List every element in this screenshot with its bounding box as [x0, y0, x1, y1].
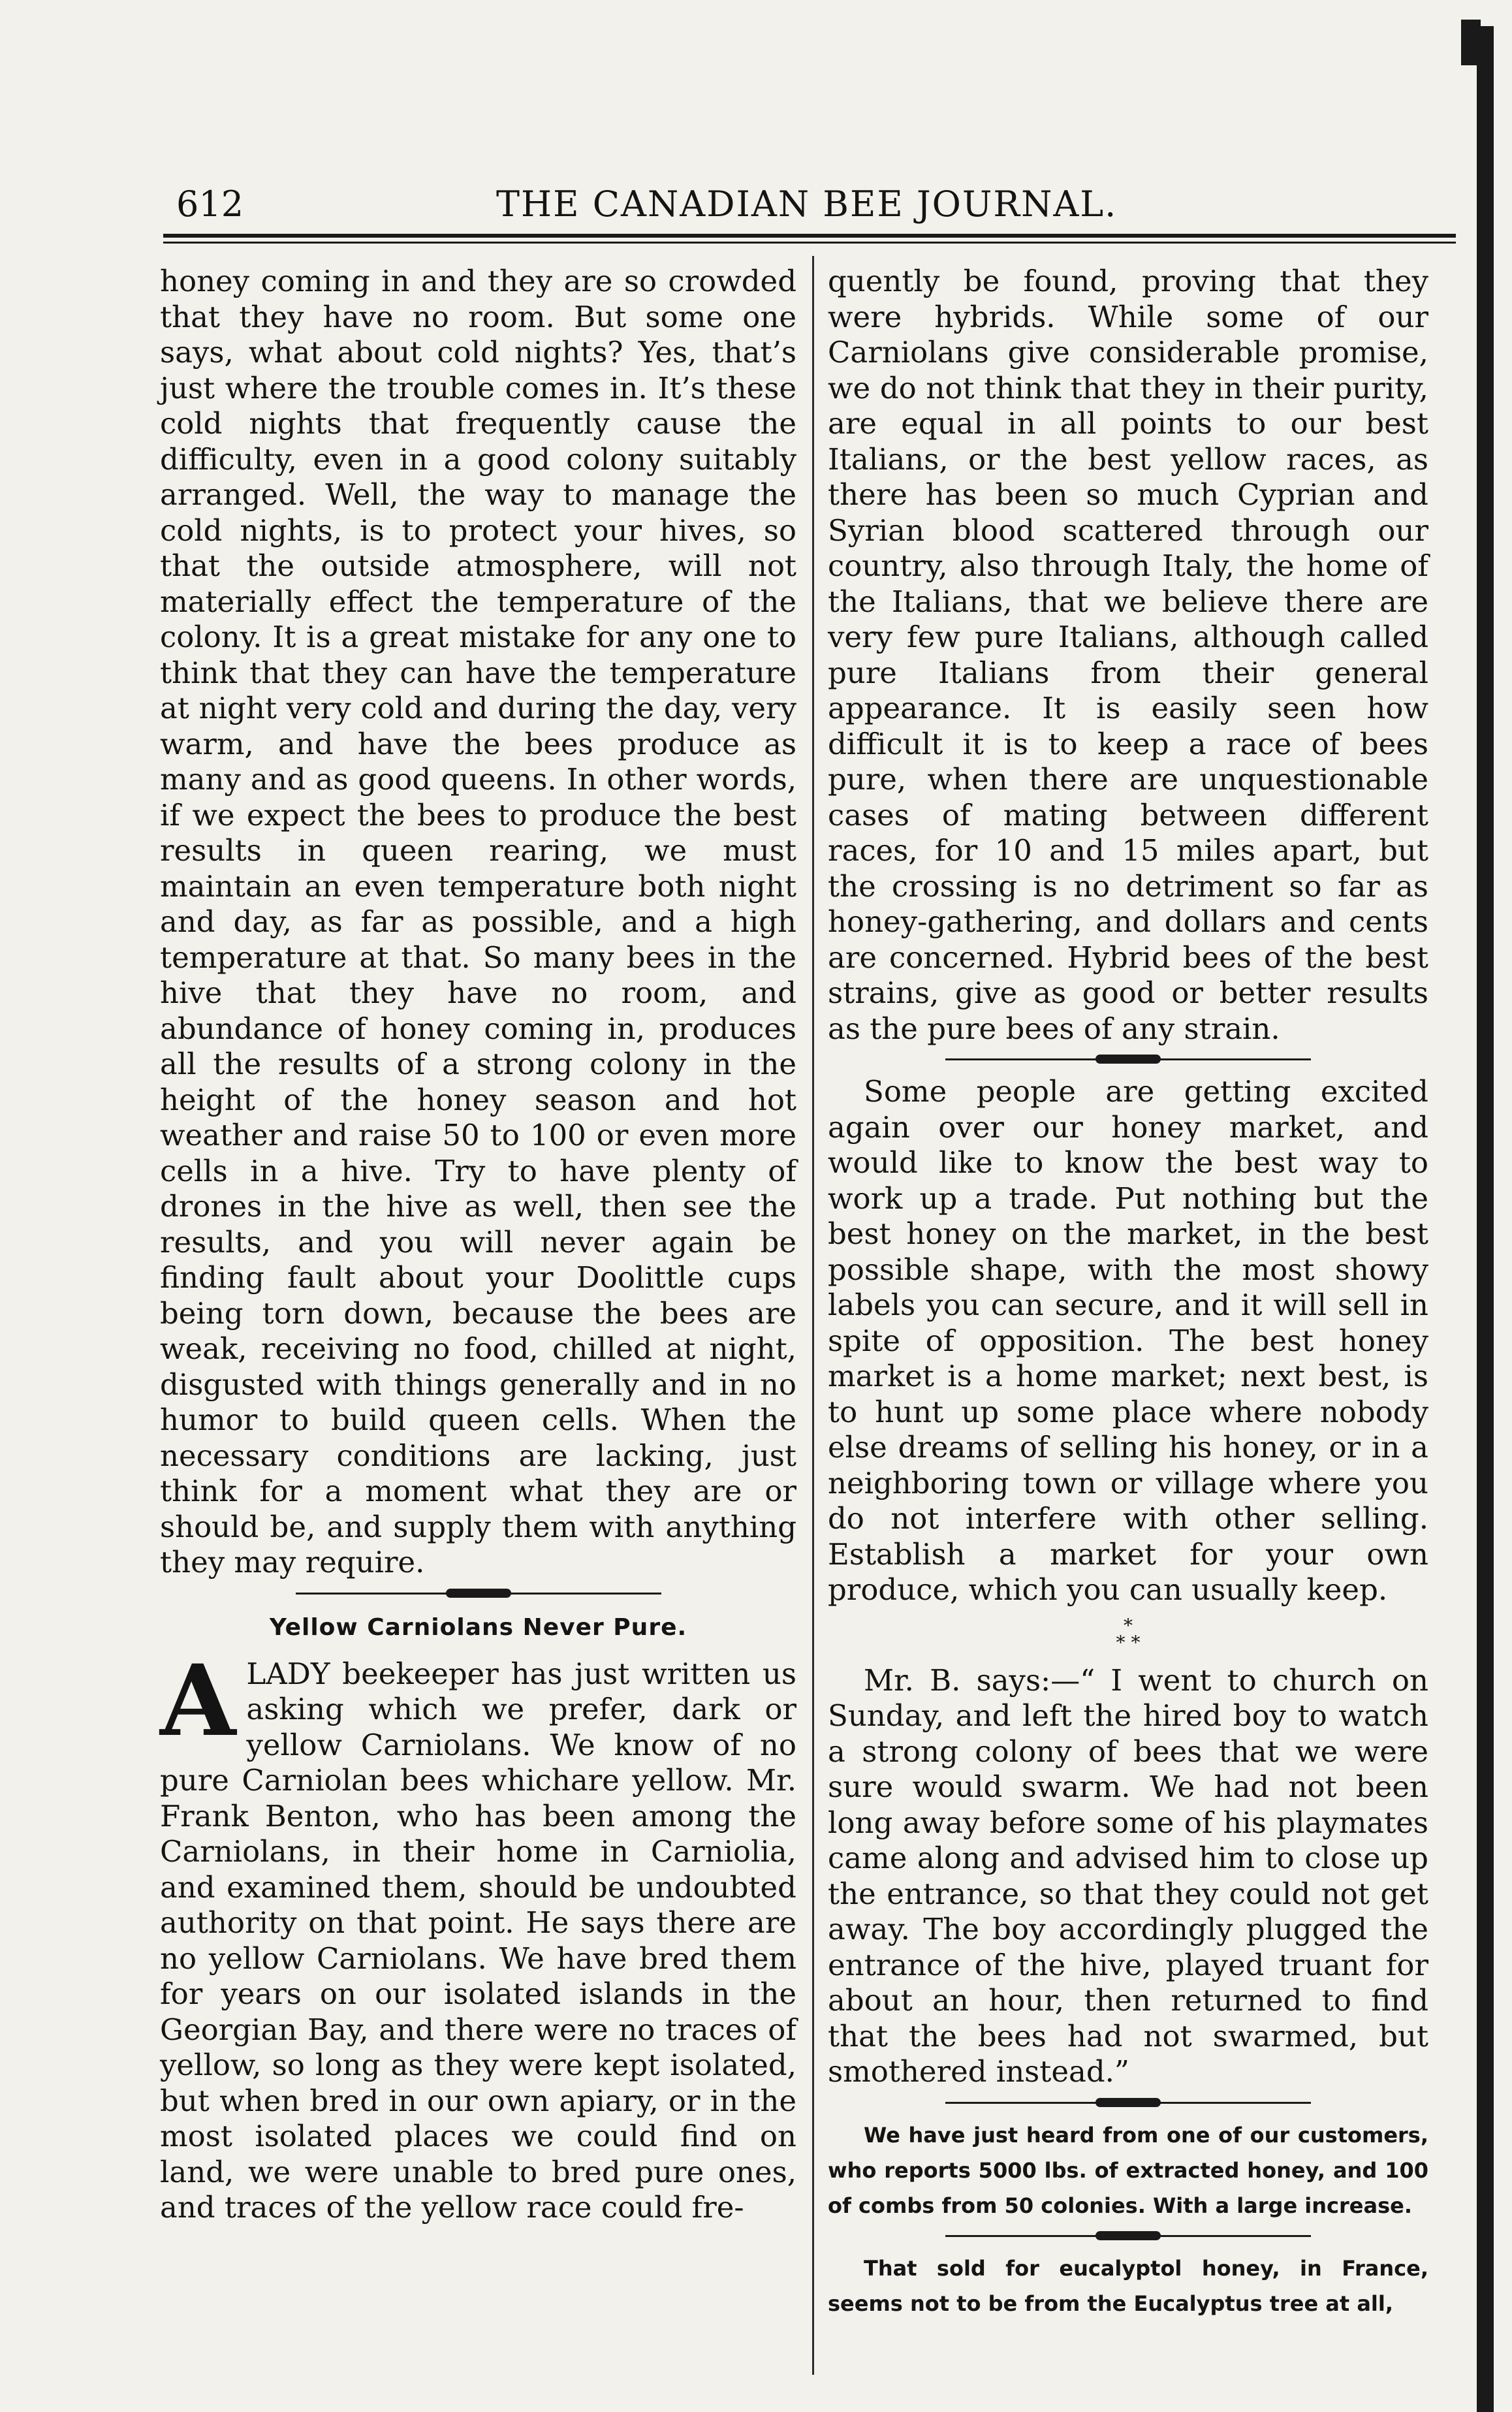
page-number: 612	[176, 183, 244, 225]
eucalyptol-note: That sold for eucalyptol honey, in France, seems not to be from the Eucalyptus tree at all,	[828, 2255, 1428, 2316]
section-separator	[945, 1056, 1311, 1062]
asterism-bottom: * *	[1116, 1631, 1141, 1653]
article-paragraph	[160, 1643, 796, 2226]
customer-report-note: We have just heard from one of our customers, who reports 5000 lbs. of extracted honey, and 100 of combs from 50 colonies. With a large increase.	[828, 2122, 1428, 2218]
right-column	[828, 264, 1428, 2321]
asterism-top: *	[1124, 1614, 1133, 1636]
page-header	[176, 175, 1456, 234]
left-paragraph-continuation: honey coming in and they are so crowded that they have no room. But some one says, what about cold nights? Yes, that’s just where the trouble comes in. It’s these cold nights that frequently cause the difficulty, even in a good colony suitably arranged. Well, the way to manage the cold nights, is to protect your hives, so that the outside atmosphere, will not materially effect the temperature of the colony. It is a great mistake for any one to think that they can have the temperature at night very cold and during the day, very warm, and have the bees produce as many and as good queens. In other words, if we expect the bees to produce the best results in queen rearing, we must maintain an even temperature both night and day, as far as possible, and a high temperature at that. So many bees in the hive that they have no room, and abundance of honey coming in, produces all the results of a strong colony in the height of the honey season and hot weather and raise 50 to 100 or even more cells in a hive. Try to have plenty of drones in the hive as well, then see the results, and you will never again be finding fault about your Doolittle cups being torn down, because the bees are weak, receiving no food, chilled at night, disgusted with things generally and in no humor to build queen cells. When the necessary conditions are lacking, just think for a moment what they are or should be, and supply them with anything they may require.	[160, 264, 796, 1579]
article-text: LADY beekeeper has just written us asking which we prefer, dark or yellow Carniolans. We know of no pure Carniolan bees whichare yellow. Mr. Frank Benton, who has been among the Carniolans, in their home in Carniolia, and examined them, should be undoubted authority on that point. He says there are no yellow Carniolans. We have bred them for years on our isolated islands in the Georgian Bay, and there were no traces of yellow, so long as they were kept isolated, but when bred in our own apiary, or in the most isolated places we could find on land, we were unable to bred pure ones, and traces of the yellow race could fre-	[160, 1656, 796, 2225]
section-separator	[296, 1590, 661, 1596]
article-subheading: Yellow Carniolans Never Pure.	[269, 1613, 687, 1641]
journal-title: THE CANADIAN BEE JOURNAL.	[496, 183, 1118, 225]
right-paragraph-continuation: quently be found, proving that they were hybrids. While some of our Carniolans give considerable promise, we do not think that they in their purity, are equal in all points to our best Italians, or the best yellow races, as there has been so much Cyprian and Syrian blood scattered through our country, also through Italy, the home of the Italians, that we believe there are very few pure Italians, although called pure Italians from their general appearance. It is easily seen how difficult it is to keep a race of bees pure, when there are unquestionable cases of mating between different races, for 10 and 15 miles apart, but the crossing is no detriment so far as honey-gathering, and dollars and cents are concerned. Hybrid bees of the best strains, give as good or better results as the pure bees of any strain.	[828, 264, 1428, 1046]
header-rule-thin	[163, 242, 1456, 244]
honey-market-paragraph: Some people are getting excited again over our honey market, and would like to know the best way to work up a trade. Put nothing but the best honey on the market, in the best possible shape, with the most showy labels you can secure, and it will sell in spite of opposition. The best honey market is a home market; next best, is to hunt up some place where nobody else dreams of selling his honey, or in a neighboring town or village where you do not interfere with other selling. Establish a market for your own produce, which you can usually keep.	[828, 1074, 1428, 1607]
anecdote-paragraph: Mr. B. says:—“ I went to church on Sunday, and left the hired boy to watch a strong colony of bees that we were sure would swarm. We had not been long away before some of his playmates came along and advised him to close up the entrance, so that they could not get away. The boy accordingly plugged the entrance of the hive, played truant for about an hour, then returned to find that the bees had not swarmed, but smothered instead.”	[828, 1662, 1428, 2089]
section-separator	[945, 2232, 1311, 2239]
left-column	[160, 264, 796, 2226]
section-separator	[945, 2099, 1311, 2106]
column-divider	[812, 256, 814, 2375]
drop-cap: A	[160, 1643, 236, 1758]
asterism	[828, 1614, 1428, 1653]
header-rule-thick	[163, 234, 1456, 238]
page-edge-shadow	[1477, 26, 1494, 2412]
